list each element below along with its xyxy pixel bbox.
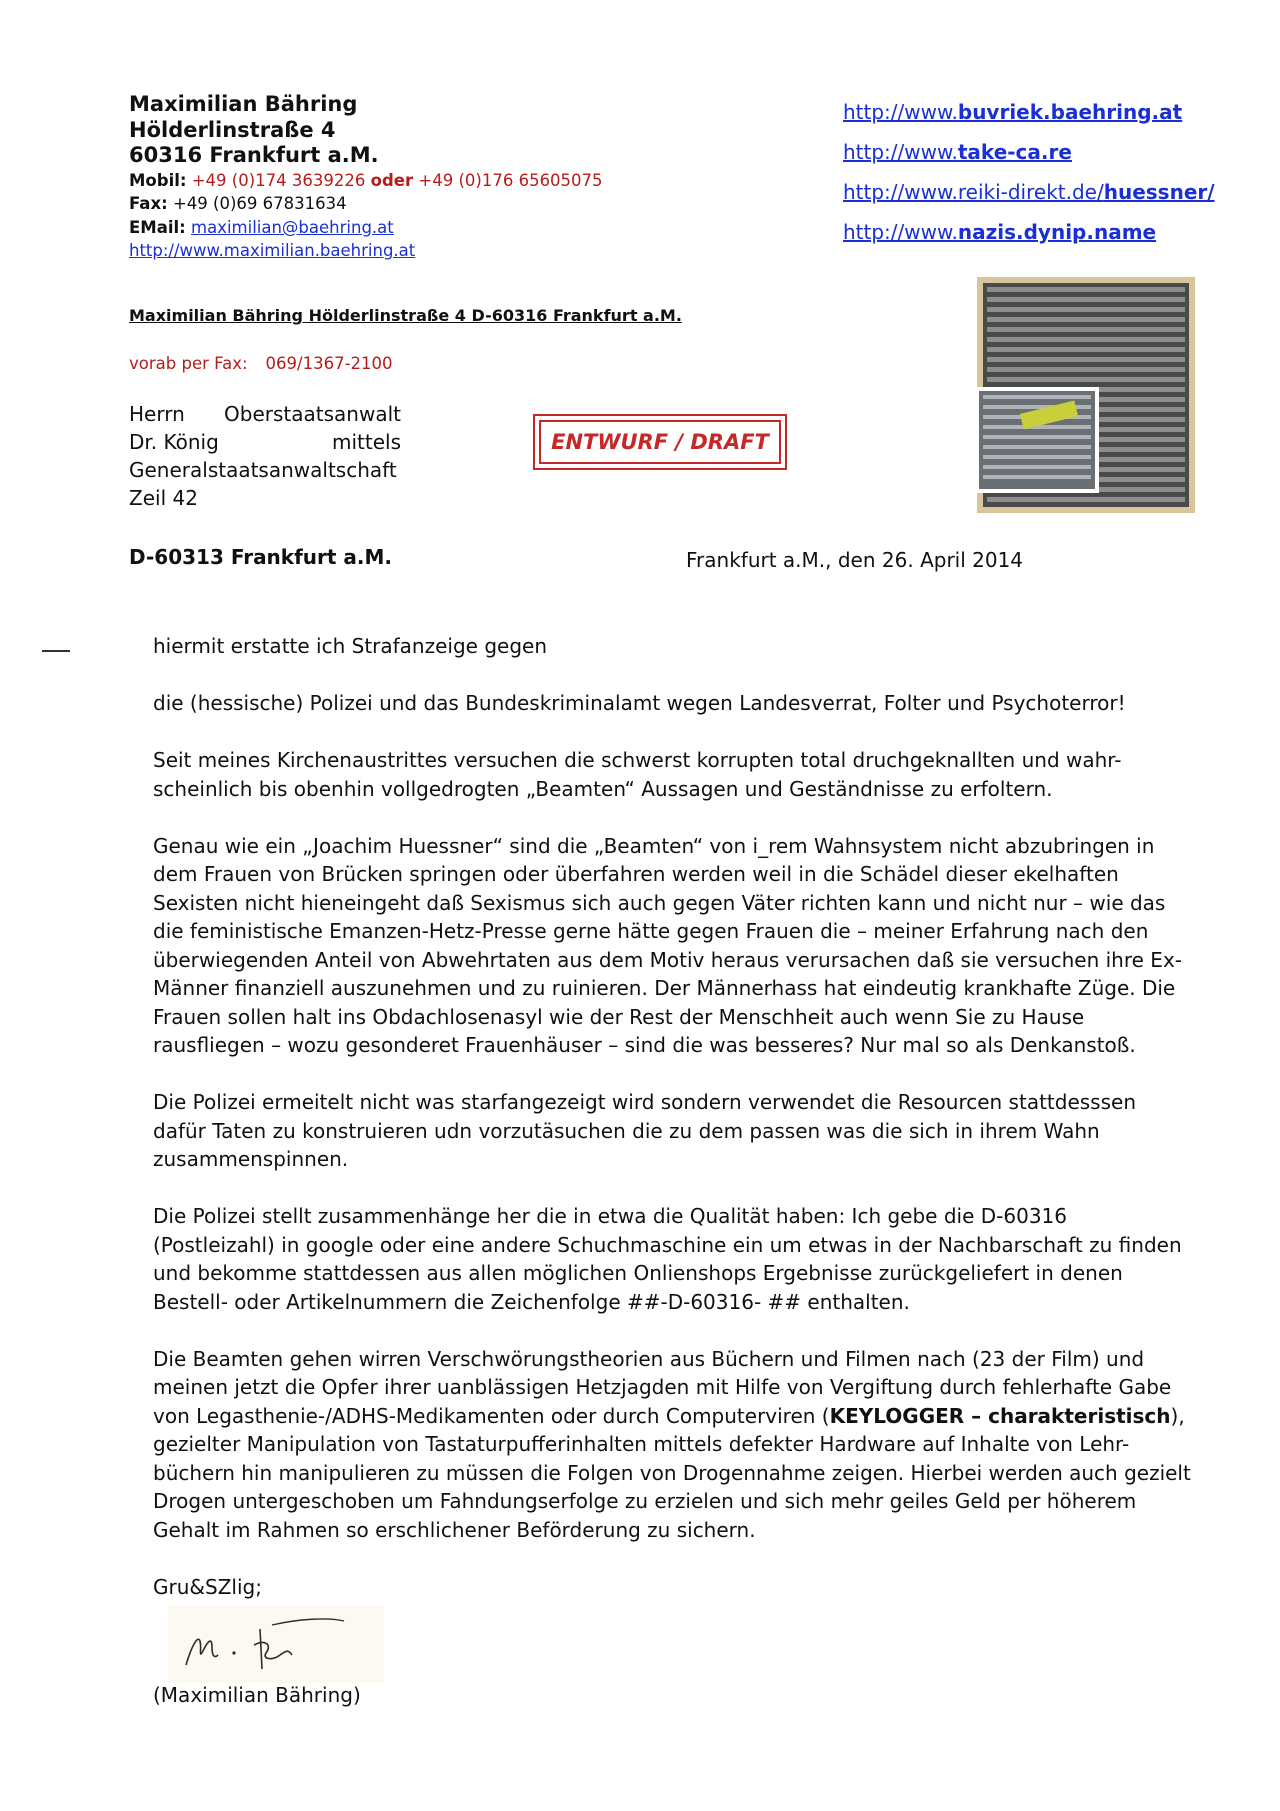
email-link[interactable]: maximilian@baehring.at: [191, 217, 394, 237]
paragraph: Die Beamten gehen wirren Verschwörungstheorien aus Büchern und Filmen nach (23 der Film) und meinen jetzt die Opfer ihrer uanblässigen Hetzjagden mit Hilfe von Vergiftung durch fehlerhafte Gabe von Legasthenie-/ADHS-Medikamenten oder durch Computerviren (KEYLOGGER – charakteristisch), gezielter Manipulation von Tastaturpufferinhalten mittels defekter Hardware auf Inhalte von Lehr-büchern hin manipulieren zu müssen die Folgen von Drogennahme zeigen. Hierbei werden auch gezielt Drogen untergeschoben um Fahndungserfolge zu erzielen und sich mehr geiles Geld per höherem Gehalt im Rahmen so erschlichener Beförderung zu sichern.: [153, 1346, 1191, 1542]
sender-website: [129, 239, 603, 262]
link-list: [843, 100, 1215, 260]
type-case-photo: [977, 277, 1195, 513]
sender-name: Maximilian Bähring: [129, 92, 358, 116]
letter-body: [153, 632, 1193, 1738]
sender-fax: Fax: +49 (0)69 67831634: [129, 194, 347, 214]
signature-name: (Maximilian Bähring): [153, 1683, 361, 1707]
paragraph: Genau wie ein „Joachim Huessner“ sind die „Beamten“ von i_rem Wahnsystem nicht abzubringen in dem Frauen von Brücken springen oder überfahren werden weil in die Schädel dieser ekelhaften Sexisten nicht hieneingeht daß Sexismus sich auch gegen Väter richten kann und nicht nur – wie das die feministische Emanzen-Hetz-Presse gerne hätte gegen Frauen die – meiner Erfahrung nach den überwiegenden Anteil von Abwehrtaten aus dem Motiv heraus verursachen daß sie versuchen ihre Ex-Männer finanziell auszunehmen und zu ruinieren. Der Männerhass hat eindeutig krankhafte Züge. Die Frauen sollen halt ins Obdachlosenasyl wie der Rest der Menschheit auch wenn Sie zu Hause rausfliegen – wozu gesonderet Frauenhäuser – sind die was besseres? Nur mal so als Denkanstoß.: [153, 833, 1182, 1057]
sender-block: [129, 92, 603, 263]
signature-image: [168, 1605, 384, 1683]
link-item[interactable]: http://www.nazis.dynip.name: [843, 220, 1157, 244]
letter-date: Frankfurt a.M., den 26. April 2014: [686, 548, 1024, 572]
margin-dash: [42, 650, 70, 652]
sender-city: 60316 Frankfurt a.M.: [129, 143, 379, 168]
sender-street: Hölderlinstraße 4: [129, 117, 336, 142]
paragraph: Die Polizei stellt zusammenhänge her die in etwa die Qualität haben: Ich gebe die D-60316 (Postleizahl) in google oder eine andere Schuchmaschine ein um etwas in der Nachbarschaft zu finden und bekomme stattdessen aus allen möglichen Onlienshops Ergebnisse zurückgeliefert in denen Bestell- oder Artikelnummern die Zeichenfolge ##-D-60316- ## enthalten.: [153, 1204, 1182, 1314]
recipient-block: [129, 400, 401, 512]
recipient-line: Zeil 42: [129, 486, 198, 510]
sender-email: EMail: maximilian@baehring.at: [129, 217, 394, 237]
recipient-city: D-60313 Frankfurt a.M.: [129, 545, 393, 569]
return-address: Maximilian Bähring Hölderlinstraße 4 D-60316 Frankfurt a.M.: [129, 306, 682, 325]
draft-stamp: [533, 414, 787, 470]
link-item[interactable]: http://www.take-ca.re: [843, 140, 1072, 164]
fax-note: vorab per Fax: 069/1367-2100: [129, 354, 393, 373]
draft-stamp-label: ENTWURF / DRAFT: [539, 420, 781, 464]
recipient-line: Generalstaatsanwaltschaft: [129, 458, 397, 482]
link-item[interactable]: http://www.reiki-direkt.de/huessner/: [843, 180, 1215, 204]
recipient-line: Dr. König mittels: [129, 430, 401, 454]
paragraph: Die Polizei ermeitelt nicht was starfangezeigt wird sondern verwendet die Resourcen stattdesssen dafür Taten zu konstruieren udn vorzutäsuchen die zu dem passen was die sich in ihrem Wahn zusammenspinnen.: [153, 1090, 1136, 1171]
recipient-line: Herrn Oberstaatsanwalt: [129, 402, 401, 426]
sender-mobile: Mobil: +49 (0)174 3639226 oder +49 (0)176 65605075: [129, 170, 603, 190]
closing: Gru&SZlig;: [153, 1574, 262, 1599]
paragraph: hiermit erstatte ich Strafanzeige gegen: [153, 634, 548, 658]
paragraph: die (hessische) Polizei und das Bundeskriminalamt wegen Landesverrat, Folter und Psychoterror!: [153, 691, 1126, 715]
paragraph: Seit meines Kirchenaustrittes versuchen die schwerst korrupten total druchgeknallten und wahr-scheinlich bis obenhin vollgedrogten „Beamten“ Aussagen und Geständnisse zu erfoltern.: [153, 748, 1122, 801]
link-item[interactable]: http://www.buvriek.baehring.at: [843, 100, 1183, 124]
website-link[interactable]: http://www.maximilian.baehring.at: [129, 241, 416, 261]
